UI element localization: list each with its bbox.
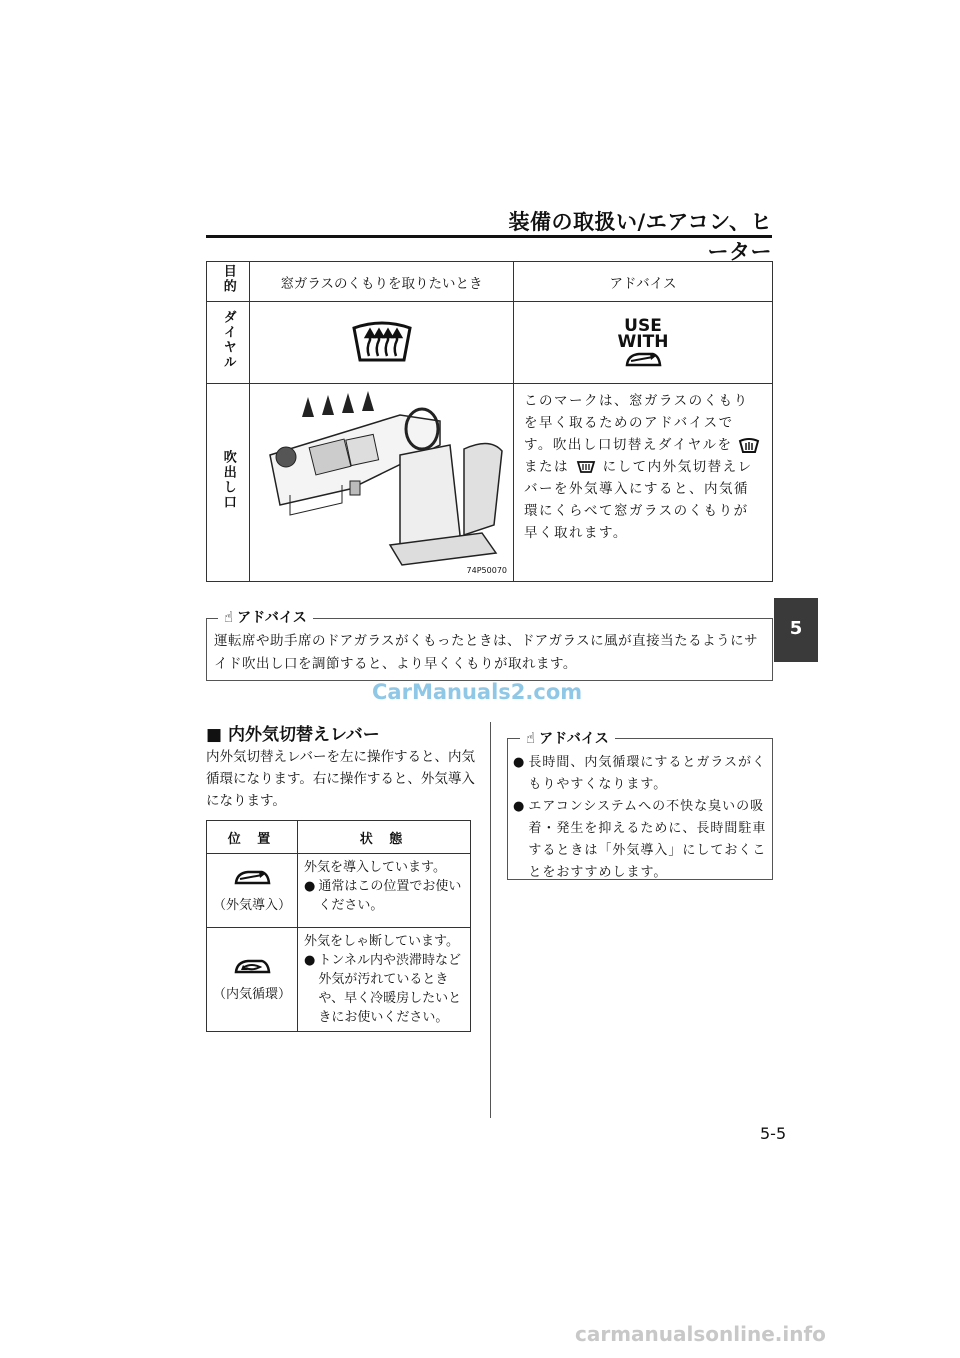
advice-list-2	[513, 752, 767, 884]
foot-defrost-dial-icon	[575, 459, 597, 475]
recirc-state: 外気をしゃ断しています。	[304, 934, 459, 949]
column-divider	[490, 722, 491, 1118]
advice-item-text: エアコンシステムへの不快な臭いの吸着・発生を抑えるために、長時間駐車するときは「外気導入」にしておくことをおすすめします。	[528, 799, 767, 880]
recirc-note: トンネル内や渋滞時など外気が汚れているときや、早く冷暖房したいときにお使いください。	[318, 953, 462, 1025]
defog-table	[206, 261, 773, 582]
advice-header: アドバイス	[514, 262, 773, 302]
advice-text-part1: このマークは、窓ガラスのくもりを早く取るためのアドバイスです。吹出し口切替えダイヤルを	[524, 393, 749, 453]
bullet-icon: ●	[513, 755, 526, 770]
section-title: ■ 内外気切替えレバー	[206, 725, 380, 745]
advice-text-part2: または	[524, 459, 569, 475]
use-with-icon-cell	[514, 302, 773, 384]
defrost-icon-cell	[250, 302, 514, 384]
header-rule	[206, 235, 772, 238]
dashboard-figure-cell	[250, 384, 514, 582]
bullet-icon: ●	[304, 953, 316, 968]
watermark: CarManuals2.com	[372, 680, 583, 704]
windshield-defrost-icon	[351, 320, 413, 362]
purpose-label: 目的	[220, 264, 236, 295]
defrost-dial-icon	[738, 437, 760, 453]
advice-label-text-1: アドバイス	[237, 610, 307, 626]
fresh-air-state-cell	[298, 854, 471, 928]
dial-label-cell	[207, 302, 250, 384]
fresh-air-state: 外気を導入しています。	[304, 860, 446, 875]
recirc-cell	[207, 928, 298, 1032]
hand-pointer-icon: ☝	[224, 608, 234, 626]
advice-text-part3: にして内外気切替えレバーを外気導入にすると、内気循環にくらべて窓ガラスのくもりが早く取れます。	[524, 459, 753, 541]
page-number: 5-5	[760, 1124, 787, 1143]
outlet-label: 吹出し口	[220, 450, 236, 511]
fresh-air-icon	[232, 868, 272, 886]
recirc-state-cell	[298, 928, 471, 1032]
advice-item-text: 長時間、内気循環にするとガラスがくもりやすくなります。	[528, 755, 766, 792]
use-with-icon	[617, 315, 669, 368]
page-header-title: 装備の取扱い/エアコン、ヒーター	[508, 210, 772, 264]
purpose-label-cell	[207, 262, 250, 302]
fresh-air-cell	[207, 854, 298, 928]
fresh-air-car-icon	[623, 350, 663, 368]
chapter-tab: 5	[774, 598, 818, 662]
lever-position-table	[206, 820, 471, 1032]
footer-watermark: carmanualsonline.info	[575, 1322, 826, 1346]
advice-text-1: 運転席や助手席のドアガラスがくもったときは、ドアガラスに風が直接当たるようにサイド吹出し口を調節すると、より早くくもりが取れます。	[214, 633, 759, 672]
section-body: 内外気切替えレバーを左に操作すると、内気循環になります。右に操作すると、外気導入になります。	[206, 749, 476, 809]
fresh-air-label: （外気導入）	[212, 898, 291, 913]
bullet-icon: ●	[513, 799, 526, 814]
position-header: 位 置	[207, 821, 298, 854]
advice-item	[513, 752, 767, 796]
dial-label: ダイヤル	[220, 310, 236, 371]
use-with-line2: WITH	[617, 331, 669, 352]
advice-item	[513, 796, 767, 884]
hand-pointer-icon: ☝	[526, 729, 536, 747]
advice-label-2	[520, 728, 615, 748]
dashboard-illustration	[250, 385, 510, 581]
outlet-label-cell	[207, 384, 250, 582]
bullet-icon: ●	[304, 879, 316, 894]
use-with-line1: USE	[624, 315, 662, 336]
purpose-text: 窓ガラスのくもりを取りたいとき	[250, 262, 514, 302]
advice-label-text-2: アドバイス	[539, 731, 609, 747]
state-header: 状 態	[298, 821, 471, 854]
figure-code: 74P50070	[466, 566, 507, 575]
fresh-air-note: 通常はこの位置でお使いください。	[318, 879, 462, 913]
recirc-label: （内気循環）	[212, 987, 291, 1002]
defog-advice-text	[514, 384, 773, 582]
recirculation-icon	[232, 957, 272, 975]
advice-label-1	[218, 607, 313, 627]
